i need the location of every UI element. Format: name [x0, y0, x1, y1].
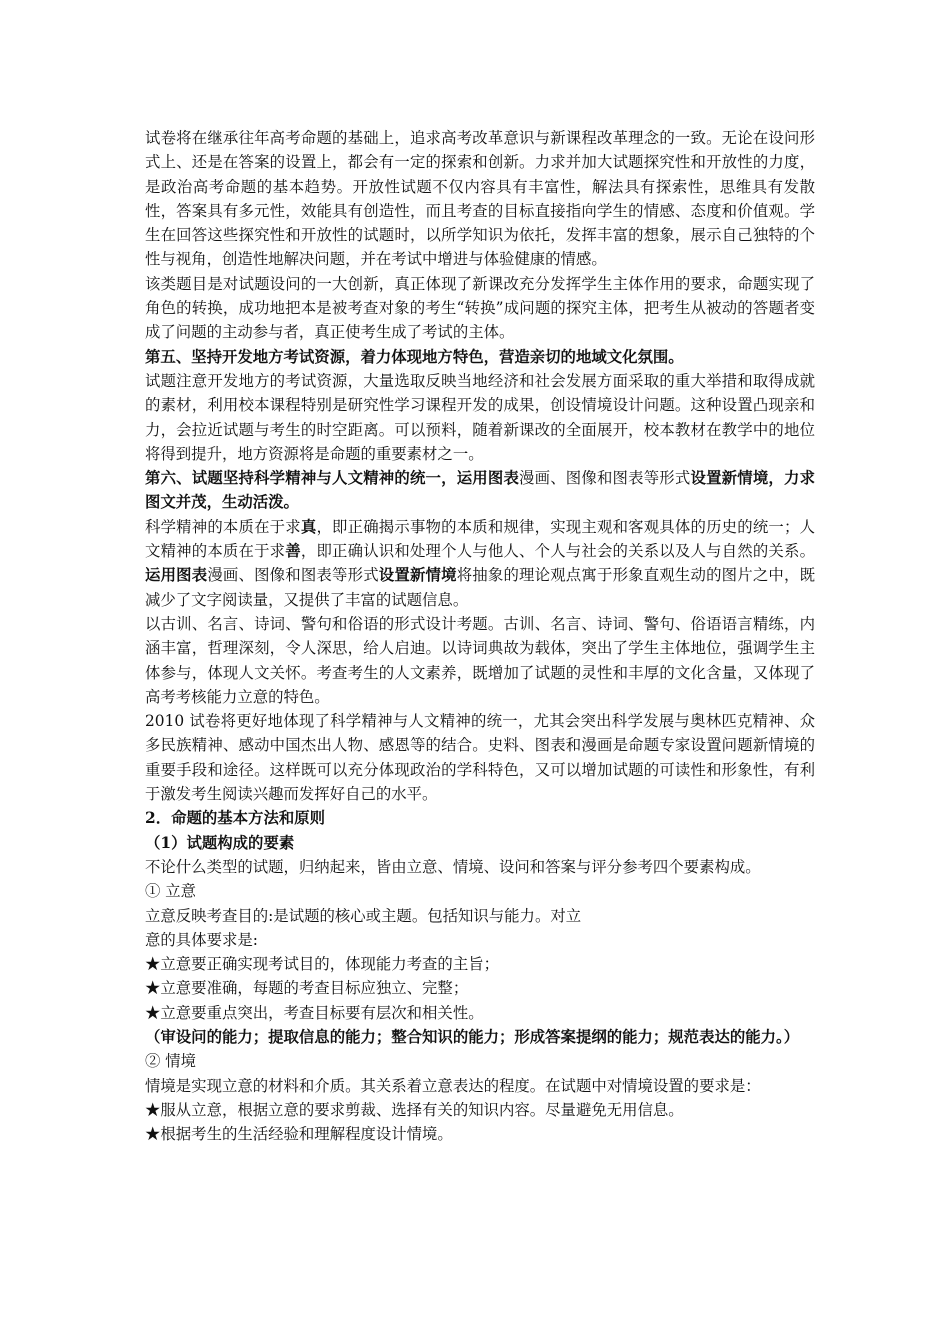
text-run: 将抽象的理论观点寓于形象直观生动的图片之中，既减少了文字阅读量，又提供了丰富的试题信息。 [145, 566, 815, 609]
item-situation: ② 情境 [145, 1052, 197, 1071]
paragraph-elements: 不论什么类型的试题，归纳起来，皆由立意、情境、设问和答案与评分参考四个要素构成。 [145, 857, 761, 876]
text-run: 漫画、图像和图表等形式 [207, 566, 379, 585]
bold-new-situation: 设置新情境 [378, 566, 457, 585]
ability-list: （审设问的能力；提取信息的能力；整合知识的能力；形成答案提纲的能力；规范表达的能力。） [145, 1027, 800, 1046]
star-item: ★服从立意，根据立意的要求剪裁、选择有关的知识内容。尽量避免无用信息。 [145, 1100, 684, 1119]
paragraph-situation: 情境是实现立意的材料和介质。其关系着立意表达的程度。在试题中对情境设置的要求是： [145, 1076, 761, 1095]
text-run: ，即正确揭示事物的本质和规律，实现主观和客观具体的历史的统一；人文精神的本质在于求 [145, 517, 815, 561]
heading-sixth-part-b: 漫画、图像和图表等形式 [519, 469, 691, 488]
paragraph-science-humanities [145, 515, 815, 612]
bold-use-charts: 运用图表 [145, 566, 208, 585]
paragraph-proverbs: 以古训、名言、诗词、警句和俗语的形式设计考题。古训、名言、诗词、警句、俗语语言精练，内涵丰富，哲理深刻，令人深思，给人启迪。以诗词典故为载体，突出了学生主体地位，强调学生主体参与，体现人文关怀。考查考生的人文素养，既增加了试题的灵性和丰厚的文化含量，又体现了高考考核能力立意的特色。 [145, 614, 815, 706]
paragraph-2010: 2010 试卷将更好地体现了科学精神与人文精神的统一，尤其会突出科学发展与奥林匹克精神、众多民族精神、感动中国杰出人物、感恩等的结合。史料、图表和漫画是命题专家设置问题新情境的重要手段和途径。这样既可以充分体现政治的学科特色，又可以增加试题的可读性和形象性，有利于激发考生阅读兴趣而发挥好自己的水平。 [145, 712, 815, 804]
paragraph-open-questions: 试卷将在继承往年高考命题的基础上，追求高考改革意识与新课程改革理念的一致。无论在设问形式上、还是在答案的设置上，都会有一定的探索和创新。力求并加大试题探究性和开放性的力度，是政治高考命题的基本趋势。开放性试题不仅内容具有丰富性，解法具有探索性，思维具有发散性，答案具有多元性，效能具有创造性，而且考查的目标直接指向学生的情感、态度和价值观。学生在回答这些探究性和开放性的试题时，以所学知识为依托，发挥丰富的想象，展示自己独特的个性与视角，创造性地解决问题，并在考试中增进与体验健康的情感。 [145, 129, 815, 269]
subsection-1-heading: （1）试题构成的要素 [145, 833, 295, 852]
paragraph-intent-line2: 意的具体要求是: [145, 930, 258, 949]
heading-sixth [145, 466, 815, 515]
paragraph-innovation: 该类题目是对试题设问的一大创新，真正体现了新课改充分发挥学生主体作用的要求，命题实现了角色的转换，成功地把本是被考查对象的考生“转换”成问题的探究主体，把考生从被动的答题者变成了问题的主动参与者，真正使考生成了考试的主体。 [145, 274, 815, 342]
star-item: ★根据考生的生活经验和理解程度设计情境。 [145, 1125, 453, 1144]
bold-goodness: 善 [285, 542, 301, 561]
star-item: ★立意要正确实现考试目的，体现能力考查的主旨； [145, 955, 499, 974]
text-run: 科学精神的本质在于求 [145, 517, 301, 536]
bold-truth: 真 [300, 517, 317, 536]
item-intent: ① 立意 [145, 882, 197, 901]
paragraph-local-resources: 试题注意开发地方的考试资源，大量选取反映当地经济和社会发展方面采取的重大举措和取得成就的素材，利用校本课程特别是研究性学习课程开发的成果，创设情境设计问题。这种设置凸现亲和力，会拉近试题与考生的时空距离。可以预料，随着新课改的全面展开，校本教材在教学中的地位将得到提升，地方资源将是命题的重要素材之一。 [145, 371, 815, 463]
star-item: ★立意要重点突出，考查目标要有层次和相关性。 [145, 1003, 484, 1022]
paragraph-intent-line1: 立意反映考查目的:是试题的核心或主题。包括知识与能力。对立 [145, 906, 582, 925]
heading-fifth: 第五、坚持开发地方考试资源，着力体现地方特色，营造亲切的地域文化氛围。 [145, 347, 684, 366]
section-2-heading: 2．命题的基本方法和原则 [145, 809, 326, 828]
heading-sixth-part-c: 设置新情境，力求图文并茂，生动活泼。 [145, 469, 815, 512]
heading-sixth-part-a: 第六、试题坚持科学精神与人文精神的统一，运用图表 [145, 469, 520, 488]
star-item: ★立意要准确，每题的考查目标应独立、完整； [145, 979, 469, 998]
text-run: ，即正确认识和处理个人与他人、个人与社会的关系以及人与自然的关系。 [300, 542, 815, 561]
document-body [145, 126, 815, 1146]
